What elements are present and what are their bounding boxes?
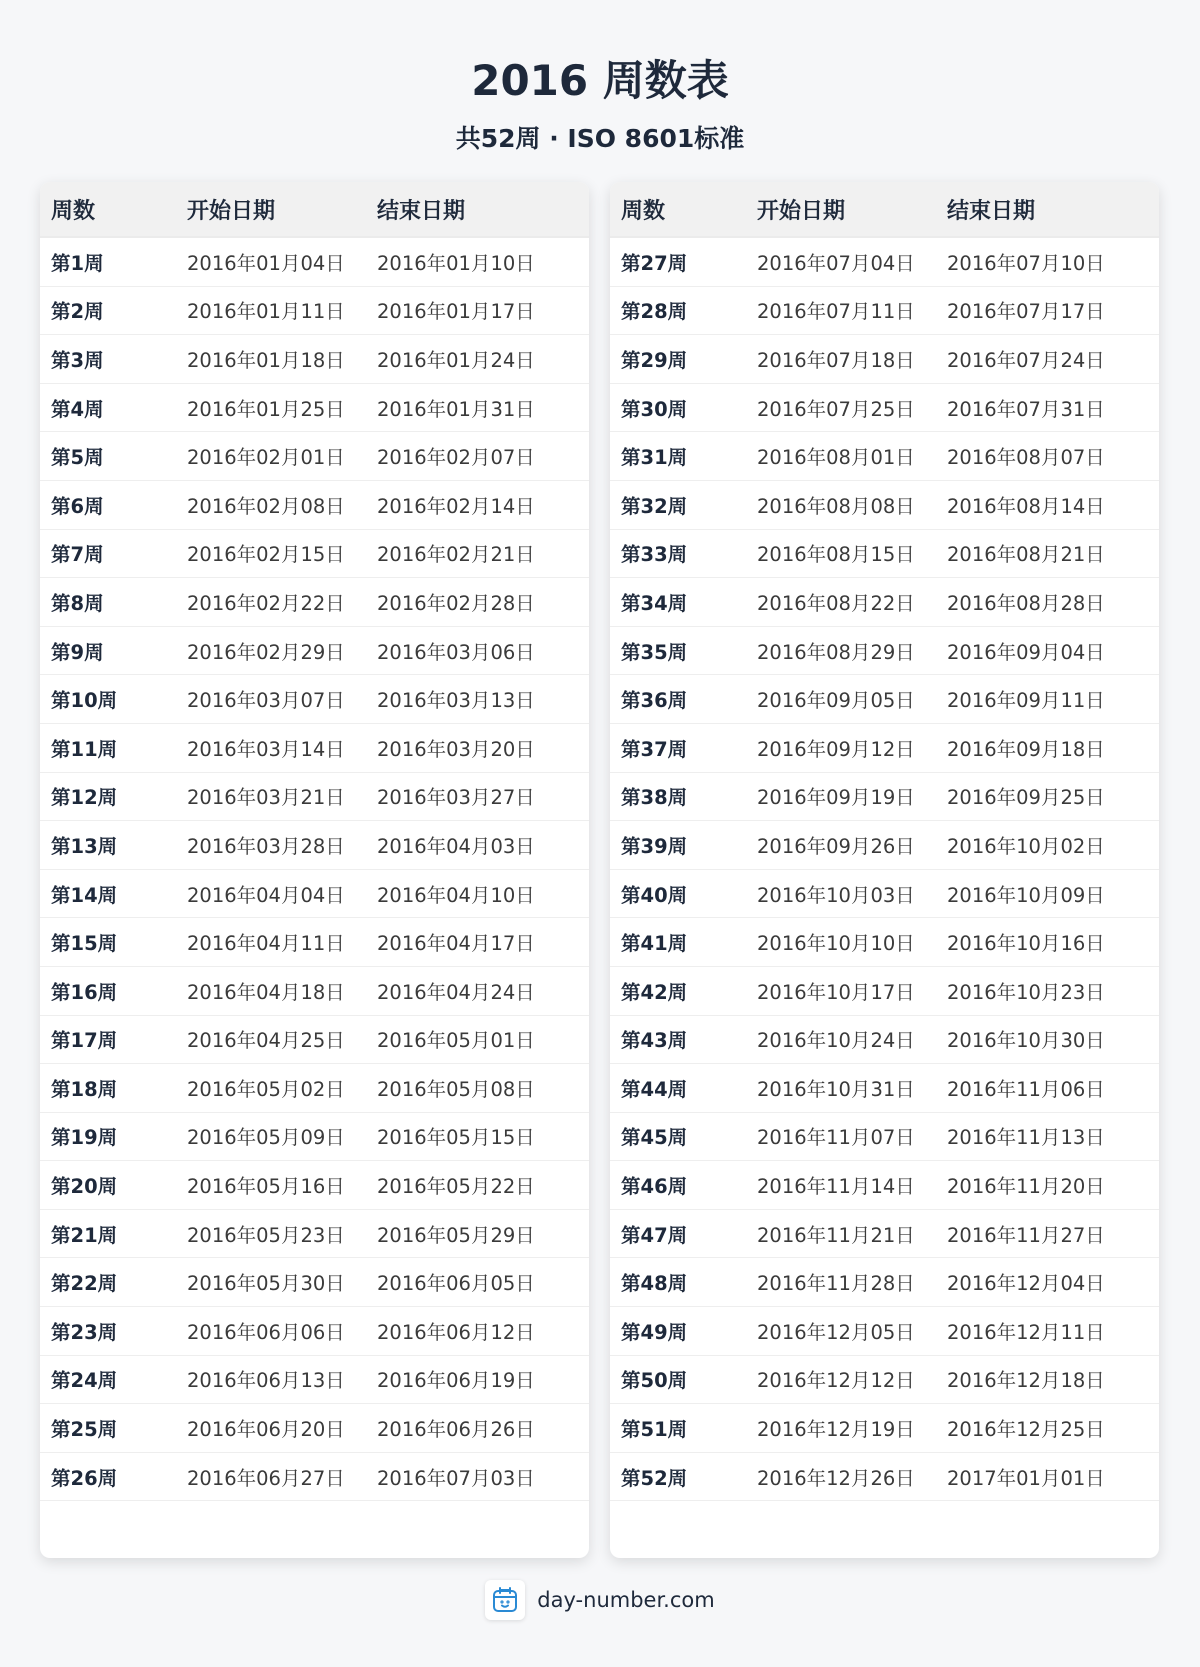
- start-date: 2016年07月04日: [757, 251, 915, 275]
- column-header-start: 开始日期: [187, 198, 276, 224]
- week-label: 第38周: [621, 786, 688, 810]
- week-label: 第28周: [621, 300, 688, 324]
- table-row: [40, 967, 589, 1016]
- table-row: [40, 724, 589, 773]
- end-date: 2016年05月01日: [377, 1029, 535, 1053]
- end-date: 2016年01月17日: [377, 300, 535, 324]
- table-row: [40, 773, 589, 822]
- week-label: 第20周: [51, 1175, 118, 1199]
- table-row: [610, 1161, 1159, 1210]
- week-label: 第32周: [621, 494, 688, 518]
- end-date: 2016年04月24日: [377, 980, 535, 1004]
- site-link[interactable]: day-number.com: [537, 1588, 715, 1612]
- start-date: 2016年07月18日: [757, 348, 915, 372]
- start-date: 2016年12月26日: [757, 1466, 915, 1490]
- week-label: 第46周: [621, 1175, 688, 1199]
- start-date: 2016年03月14日: [187, 737, 345, 761]
- week-label: 第37周: [621, 737, 688, 761]
- end-date: 2016年04月10日: [377, 883, 535, 907]
- start-date: 2016年04月18日: [187, 980, 345, 1004]
- end-date: 2016年07月31日: [947, 397, 1105, 421]
- week-label: 第31周: [621, 446, 688, 470]
- end-date: 2016年11月27日: [947, 1223, 1105, 1247]
- week-table-second-half: [610, 182, 1159, 1558]
- table-row: [40, 1210, 589, 1259]
- week-label: 第7周: [51, 543, 104, 567]
- end-date: 2016年11月20日: [947, 1175, 1105, 1199]
- start-date: 2016年02月15日: [187, 543, 345, 567]
- table-row: [610, 967, 1159, 1016]
- table-row: [40, 675, 589, 724]
- week-label: 第9周: [51, 640, 104, 664]
- start-date: 2016年08月22日: [757, 591, 915, 615]
- table-row: [40, 1307, 589, 1356]
- end-date: 2016年07月03日: [377, 1466, 535, 1490]
- week-label: 第8周: [51, 591, 104, 615]
- table-row: [610, 724, 1159, 773]
- week-label: 第44周: [621, 1077, 688, 1101]
- table-row: [40, 1258, 589, 1307]
- footer: [0, 1580, 1200, 1620]
- end-date: 2016年06月26日: [377, 1418, 535, 1442]
- end-date: 2016年04月17日: [377, 932, 535, 956]
- start-date: 2016年09月05日: [757, 689, 915, 713]
- start-date: 2016年02月01日: [187, 446, 345, 470]
- week-label: 第29周: [621, 348, 688, 372]
- table-row: [40, 918, 589, 967]
- end-date: 2016年06月12日: [377, 1320, 535, 1344]
- start-date: 2016年02月22日: [187, 591, 345, 615]
- table-header: [40, 182, 589, 238]
- end-date: 2016年02月21日: [377, 543, 535, 567]
- calendar-smile-icon: [485, 1580, 525, 1620]
- week-label: 第48周: [621, 1272, 688, 1296]
- column-header-end: 结束日期: [947, 198, 1036, 224]
- table-row: [40, 821, 589, 870]
- end-date: 2016年10月16日: [947, 932, 1105, 956]
- column-header-week: 周数: [621, 198, 666, 224]
- start-date: 2016年08月15日: [757, 543, 915, 567]
- week-label: 第4周: [51, 397, 104, 421]
- end-date: 2016年09月11日: [947, 689, 1105, 713]
- end-date: 2016年05月29日: [377, 1223, 535, 1247]
- end-date: 2016年10月30日: [947, 1029, 1105, 1053]
- end-date: 2016年08月21日: [947, 543, 1105, 567]
- start-date: 2016年10月31日: [757, 1077, 915, 1101]
- start-date: 2016年04月25日: [187, 1029, 345, 1053]
- week-label: 第19周: [51, 1126, 118, 1150]
- start-date: 2016年08月01日: [757, 446, 915, 470]
- start-date: 2016年07月11日: [757, 300, 915, 324]
- table-row: [40, 432, 589, 481]
- start-date: 2016年05月09日: [187, 1126, 345, 1150]
- start-date: 2016年04月11日: [187, 932, 345, 956]
- start-date: 2016年02月08日: [187, 494, 345, 518]
- week-label: 第3周: [51, 348, 104, 372]
- week-label: 第40周: [621, 883, 688, 907]
- table-row: [40, 870, 589, 919]
- table-row: [610, 773, 1159, 822]
- week-label: 第35周: [621, 640, 688, 664]
- week-label: 第47周: [621, 1223, 688, 1247]
- week-label: 第49周: [621, 1320, 688, 1344]
- start-date: 2016年05月30日: [187, 1272, 345, 1296]
- end-date: 2016年03月13日: [377, 689, 535, 713]
- table-row: [40, 1064, 589, 1113]
- end-date: 2016年12月25日: [947, 1418, 1105, 1442]
- start-date: 2016年12月19日: [757, 1418, 915, 1442]
- start-date: 2016年02月29日: [187, 640, 345, 664]
- end-date: 2016年01月24日: [377, 348, 535, 372]
- end-date: 2016年10月02日: [947, 834, 1105, 858]
- table-row: [610, 1453, 1159, 1502]
- table-row: [40, 1404, 589, 1453]
- week-label: 第18周: [51, 1077, 118, 1101]
- table-row: [40, 1113, 589, 1162]
- table-row: [610, 1404, 1159, 1453]
- end-date: 2016年07月10日: [947, 251, 1105, 275]
- start-date: 2016年06月27日: [187, 1466, 345, 1490]
- table-row: [40, 238, 589, 287]
- start-date: 2016年05月02日: [187, 1077, 345, 1101]
- end-date: 2016年05月08日: [377, 1077, 535, 1101]
- week-label: 第2周: [51, 300, 104, 324]
- week-label: 第50周: [621, 1369, 688, 1393]
- table-row: [40, 627, 589, 676]
- week-label: 第30周: [621, 397, 688, 421]
- end-date: 2016年10月09日: [947, 883, 1105, 907]
- page-title: 2016 周数表: [471, 56, 729, 105]
- table-row: [610, 1258, 1159, 1307]
- end-date: 2016年07月17日: [947, 300, 1105, 324]
- table-row: [610, 918, 1159, 967]
- table-row: [610, 870, 1159, 919]
- end-date: 2016年08月07日: [947, 446, 1105, 470]
- table-row: [610, 432, 1159, 481]
- page-subtitle: 共52周 · ISO 8601标准: [455, 124, 745, 153]
- week-label: 第33周: [621, 543, 688, 567]
- week-label: 第1周: [51, 251, 104, 275]
- week-label: 第13周: [51, 834, 118, 858]
- table-row: [610, 1307, 1159, 1356]
- column-header-start: 开始日期: [757, 198, 846, 224]
- end-date: 2016年03月20日: [377, 737, 535, 761]
- start-date: 2016年12月12日: [757, 1369, 915, 1393]
- table-row: [610, 1356, 1159, 1405]
- start-date: 2016年03月28日: [187, 834, 345, 858]
- table-row: [610, 1064, 1159, 1113]
- week-label: 第12周: [51, 786, 118, 810]
- table-row: [40, 1453, 589, 1502]
- week-label: 第52周: [621, 1466, 688, 1490]
- table-row: [610, 238, 1159, 287]
- end-date: 2016年02月14日: [377, 494, 535, 518]
- start-date: 2016年06月13日: [187, 1369, 345, 1393]
- end-date: 2016年09月18日: [947, 737, 1105, 761]
- start-date: 2016年09月19日: [757, 786, 915, 810]
- end-date: 2016年12月18日: [947, 1369, 1105, 1393]
- week-label: 第24周: [51, 1369, 118, 1393]
- table-row: [610, 578, 1159, 627]
- end-date: 2016年03月06日: [377, 640, 535, 664]
- start-date: 2016年05月23日: [187, 1223, 345, 1247]
- start-date: 2016年03月21日: [187, 786, 345, 810]
- week-label: 第26周: [51, 1466, 118, 1490]
- table-row: [610, 821, 1159, 870]
- end-date: 2016年11月13日: [947, 1126, 1105, 1150]
- start-date: 2016年08月08日: [757, 494, 915, 518]
- start-date: 2016年10月10日: [757, 932, 915, 956]
- end-date: 2017年01月01日: [947, 1466, 1105, 1490]
- table-row: [610, 1210, 1159, 1259]
- table-row: [610, 1113, 1159, 1162]
- table-row: [40, 578, 589, 627]
- week-label: 第10周: [51, 689, 118, 713]
- start-date: 2016年01月25日: [187, 397, 345, 421]
- end-date: 2016年10月23日: [947, 980, 1105, 1004]
- end-date: 2016年02月28日: [377, 591, 535, 615]
- table-row: [40, 1161, 589, 1210]
- end-date: 2016年07月24日: [947, 348, 1105, 372]
- week-label: 第25周: [51, 1418, 118, 1442]
- table-row: [610, 384, 1159, 433]
- start-date: 2016年04月04日: [187, 883, 345, 907]
- week-label: 第17周: [51, 1029, 118, 1053]
- table-row: [40, 530, 589, 579]
- table-row: [40, 1016, 589, 1065]
- table-row: [40, 335, 589, 384]
- week-label: 第23周: [51, 1320, 118, 1344]
- start-date: 2016年11月21日: [757, 1223, 915, 1247]
- table-row: [40, 481, 589, 530]
- table-row: [610, 675, 1159, 724]
- start-date: 2016年05月16日: [187, 1175, 345, 1199]
- start-date: 2016年11月07日: [757, 1126, 915, 1150]
- table-row: [40, 1356, 589, 1405]
- end-date: 2016年03月27日: [377, 786, 535, 810]
- end-date: 2016年04月03日: [377, 834, 535, 858]
- table-row: [610, 627, 1159, 676]
- end-date: 2016年05月22日: [377, 1175, 535, 1199]
- table-row: [610, 1016, 1159, 1065]
- table-row: [40, 384, 589, 433]
- week-label: 第42周: [621, 980, 688, 1004]
- start-date: 2016年01月04日: [187, 251, 345, 275]
- week-label: 第39周: [621, 834, 688, 858]
- week-label: 第14周: [51, 883, 118, 907]
- start-date: 2016年06月20日: [187, 1418, 345, 1442]
- table-row: [40, 287, 589, 336]
- week-label: 第51周: [621, 1418, 688, 1442]
- column-header-week: 周数: [51, 198, 96, 224]
- start-date: 2016年11月14日: [757, 1175, 915, 1199]
- week-label: 第45周: [621, 1126, 688, 1150]
- table-header: [610, 182, 1159, 238]
- week-label: 第41周: [621, 932, 688, 956]
- week-label: 第36周: [621, 689, 688, 713]
- end-date: 2016年06月05日: [377, 1272, 535, 1296]
- start-date: 2016年08月29日: [757, 640, 915, 664]
- week-label: 第16周: [51, 980, 118, 1004]
- week-label: 第43周: [621, 1029, 688, 1053]
- start-date: 2016年11月28日: [757, 1272, 915, 1296]
- end-date: 2016年05月15日: [377, 1126, 535, 1150]
- start-date: 2016年10月17日: [757, 980, 915, 1004]
- start-date: 2016年01月18日: [187, 348, 345, 372]
- table-row: [610, 530, 1159, 579]
- end-date: 2016年08月14日: [947, 494, 1105, 518]
- end-date: 2016年08月28日: [947, 591, 1105, 615]
- start-date: 2016年09月26日: [757, 834, 915, 858]
- table-row: [610, 287, 1159, 336]
- week-label: 第22周: [51, 1272, 118, 1296]
- start-date: 2016年10月24日: [757, 1029, 915, 1053]
- week-label: 第11周: [51, 737, 118, 761]
- start-date: 2016年07月25日: [757, 397, 915, 421]
- start-date: 2016年12月05日: [757, 1320, 915, 1344]
- start-date: 2016年03月07日: [187, 689, 345, 713]
- end-date: 2016年02月07日: [377, 446, 535, 470]
- table-row: [610, 335, 1159, 384]
- week-table-first-half: [40, 182, 589, 1558]
- week-label: 第15周: [51, 932, 118, 956]
- start-date: 2016年10月03日: [757, 883, 915, 907]
- end-date: 2016年12月11日: [947, 1320, 1105, 1344]
- table-row: [610, 481, 1159, 530]
- end-date: 2016年12月04日: [947, 1272, 1105, 1296]
- column-header-end: 结束日期: [377, 198, 466, 224]
- end-date: 2016年01月31日: [377, 397, 535, 421]
- end-date: 2016年11月06日: [947, 1077, 1105, 1101]
- week-label: 第6周: [51, 494, 104, 518]
- start-date: 2016年06月06日: [187, 1320, 345, 1344]
- week-label: 第5周: [51, 446, 104, 470]
- week-label: 第21周: [51, 1223, 118, 1247]
- week-label: 第34周: [621, 591, 688, 615]
- start-date: 2016年01月11日: [187, 300, 345, 324]
- end-date: 2016年01月10日: [377, 251, 535, 275]
- end-date: 2016年06月19日: [377, 1369, 535, 1393]
- start-date: 2016年09月12日: [757, 737, 915, 761]
- end-date: 2016年09月04日: [947, 640, 1105, 664]
- end-date: 2016年09月25日: [947, 786, 1105, 810]
- week-label: 第27周: [621, 251, 688, 275]
